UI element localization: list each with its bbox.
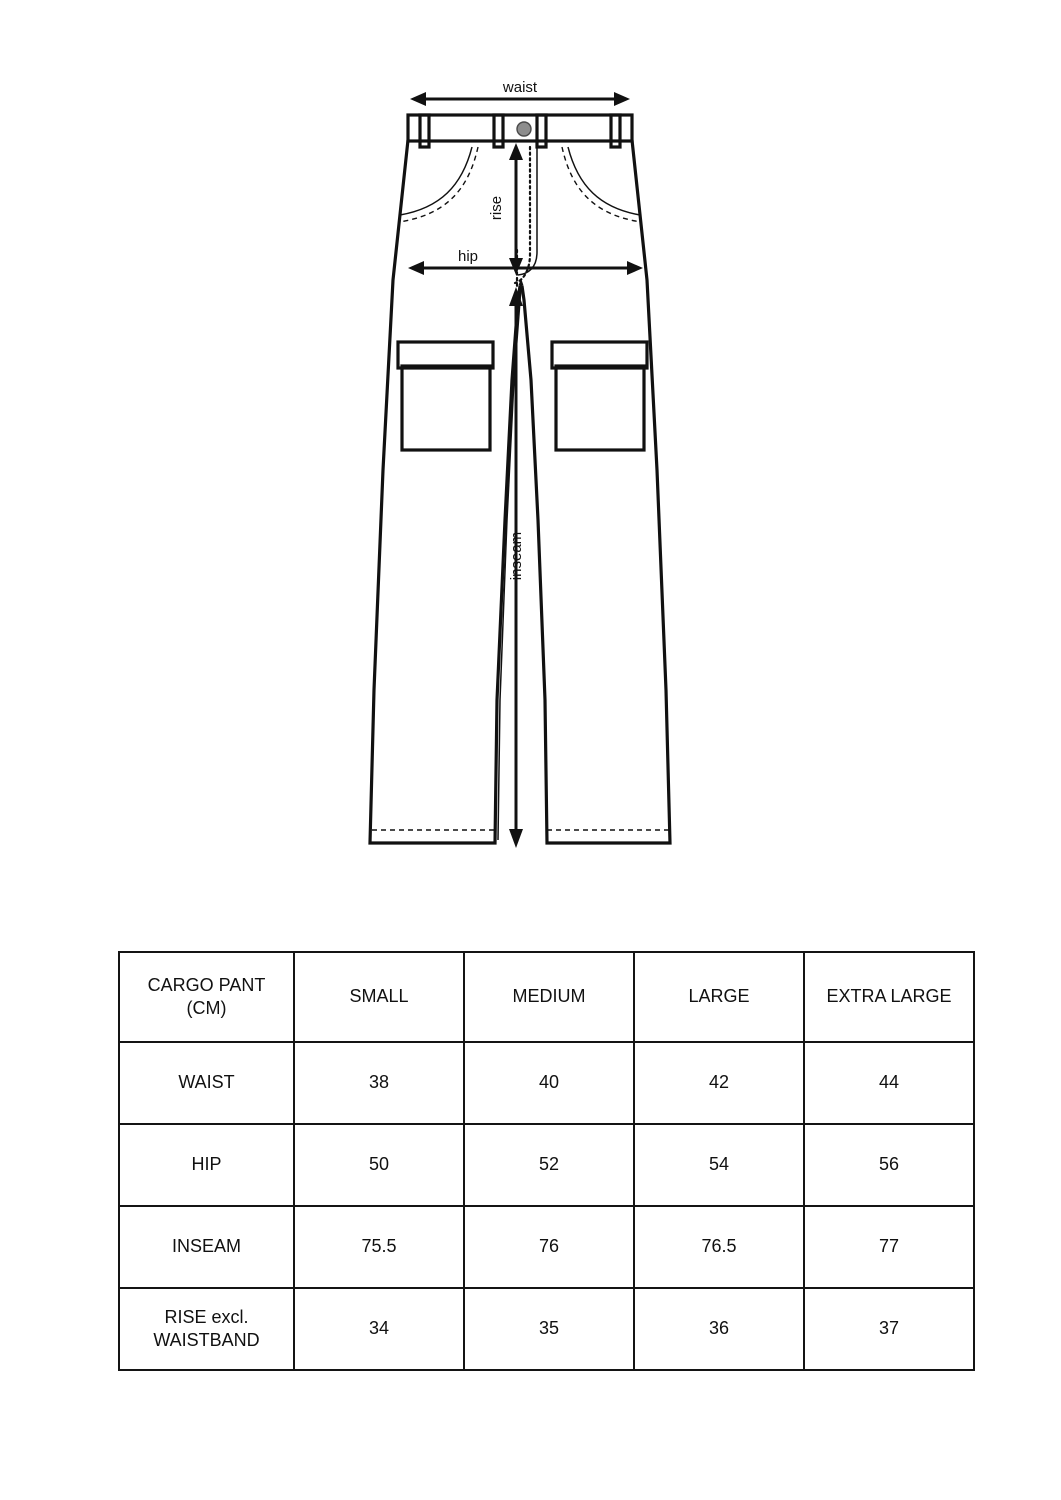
row-label-rise [119,1288,294,1370]
hip-arrow-right [627,261,643,275]
left-front-pocket-stitch [399,147,478,222]
cell-hip-extra-large: 56 [804,1124,974,1206]
waist-dimension [410,79,630,106]
cell-rise-extra-large: 37 [804,1288,974,1370]
waistband [408,115,632,147]
table-corner-line2: (CM) [186,998,227,1018]
column-header-medium: MEDIUM [464,952,634,1042]
cargo-pockets [398,342,647,450]
rise-label: rise [488,195,505,221]
right-leg-outline [522,140,670,843]
crotch-point [520,283,522,286]
cell-inseam-large: 76.5 [634,1206,804,1288]
table-row [119,1124,974,1206]
row-label-waist-line1: WAIST [178,1072,235,1093]
size-chart-table-container [118,951,952,1371]
size-chart-tbody [119,1042,974,1370]
left-leg-outline [370,140,520,843]
cell-hip-large: 54 [634,1124,804,1206]
inseam-label: inseam [508,531,525,581]
hip-label: hip [457,248,479,265]
cell-rise-medium: 35 [464,1288,634,1370]
right-cargo-pocket-body [556,366,644,450]
cell-inseam-extra-large: 77 [804,1206,974,1288]
row-label-hip-line1: HIP [191,1154,222,1175]
waist-arrow-left [410,92,426,106]
table-corner-line1: CARGO PANT [147,974,266,995]
cell-waist-large: 42 [634,1042,804,1124]
row-label-waist [119,1042,294,1124]
inseam-arrow-bottom [509,829,523,848]
cell-waist-extra-large: 44 [804,1042,974,1124]
left-front-pocket-seam [400,147,472,215]
left-cargo-pocket-body [402,366,490,450]
row-label-hip [119,1124,294,1206]
cell-waist-small: 38 [294,1042,464,1124]
cell-inseam-medium: 76 [464,1206,634,1288]
cell-hip-small: 50 [294,1124,464,1206]
table-corner-cell [119,952,294,1042]
rise-arrow-top [509,143,523,160]
hip-arrow-left [408,261,424,275]
inseam-dimension [508,287,525,848]
cell-rise-large: 36 [634,1288,804,1370]
left-cargo-pocket-flap [398,342,493,368]
waist-label: waist [502,79,538,96]
size-chart-table [118,951,975,1371]
size-chart-header-row [119,952,974,1042]
pant-body-outline [370,140,670,843]
waist-arrow-right [614,92,630,106]
right-front-pocket-stitch [562,147,641,222]
size-chart-thead [119,952,974,1042]
right-cargo-pocket-flap [552,342,647,368]
row-label-inseam [119,1206,294,1288]
table-row [119,1042,974,1124]
row-label-inseam-line1: INSEAM [171,1236,241,1257]
hip-dimension [408,248,643,275]
column-header-small: SMALL [294,952,464,1042]
fly-seam [518,147,537,275]
table-row [119,1206,974,1288]
cell-hip-medium: 52 [464,1124,634,1206]
waist-button-icon [517,122,531,136]
table-row [119,1288,974,1370]
column-header-large: LARGE [634,952,804,1042]
cell-waist-medium: 40 [464,1042,634,1124]
row-label-rise-line1: RISE excl. [164,1306,249,1327]
cell-inseam-small: 75.5 [294,1206,464,1288]
cell-rise-small: 34 [294,1288,464,1370]
right-front-pocket-seam [568,147,640,215]
row-label-rise-line2: WAISTBAND [153,1330,260,1350]
column-header-extra-large: EXTRA LARGE [804,952,974,1042]
